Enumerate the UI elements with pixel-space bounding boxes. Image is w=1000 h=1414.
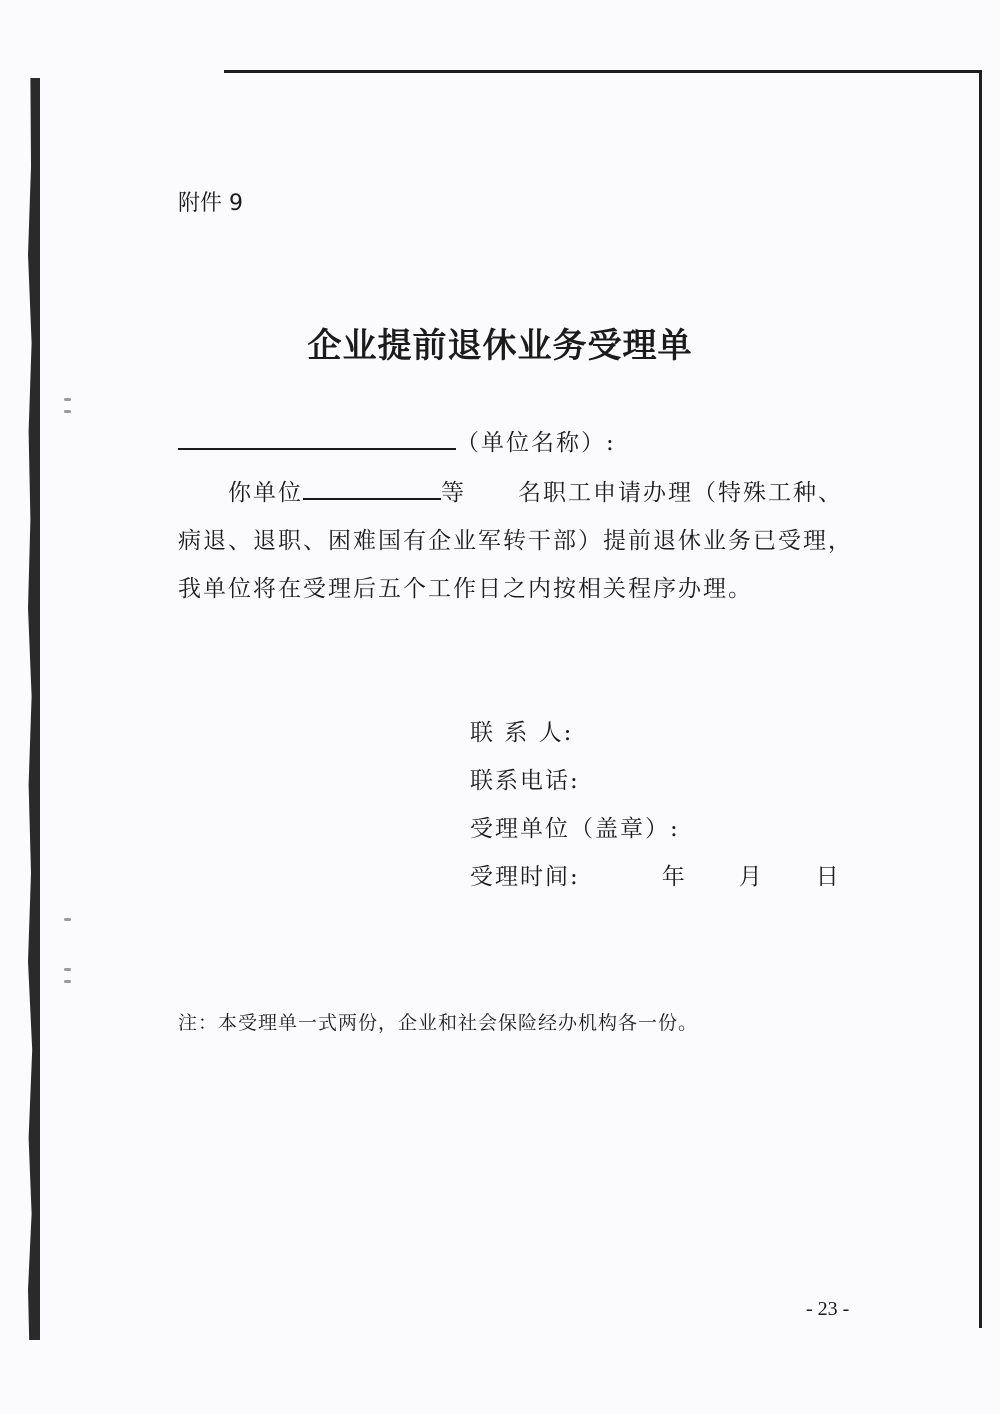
year-label: 年 <box>661 864 687 890</box>
accepting-unit-label: 受理单位（盖章）: <box>470 816 680 842</box>
scan-left-edge <box>28 78 40 1340</box>
page-number: - 23 - <box>806 1298 850 1320</box>
body-deng: 等 <box>441 480 466 507</box>
punch-mark <box>64 398 71 401</box>
month-label: 月 <box>738 864 764 890</box>
punch-mark <box>64 918 71 921</box>
day-label: 日 <box>815 864 841 890</box>
acceptance-time-label: 受理时间: <box>470 864 580 890</box>
punch-mark <box>64 980 71 983</box>
page-title: 企业提前退休业务受理单 <box>307 326 693 366</box>
unit-name-suffix: （单位名称）: <box>456 430 616 457</box>
body-prefix: 你单位 <box>228 480 303 507</box>
employee-blank[interactable] <box>303 474 441 500</box>
right-border-line <box>979 70 982 1328</box>
punch-mark <box>64 410 71 413</box>
annex-label: 附件 9 <box>178 191 243 216</box>
unit-name-line <box>178 424 616 457</box>
body-rest: 名职工申请办理（特殊工种、 <box>518 480 843 507</box>
top-border-line <box>224 70 982 73</box>
acceptance-time-line <box>470 858 841 891</box>
punch-mark <box>64 968 71 971</box>
body-line-2: 病退、退职、困难国有企业军转干部）提前退休业务已受理， <box>178 528 853 554</box>
contact-phone-label: 联系电话: <box>470 768 580 794</box>
footnote: 注：本受理单一式两份，企业和社会保险经办机构各一份。 <box>178 1012 699 1034</box>
body-line-1 <box>228 474 843 507</box>
contact-person-label: 联 系 人: <box>470 720 574 746</box>
unit-name-blank[interactable] <box>178 424 456 450</box>
body-line-3: 我单位将在受理后五个工作日之内按相关程序办理。 <box>178 576 753 602</box>
